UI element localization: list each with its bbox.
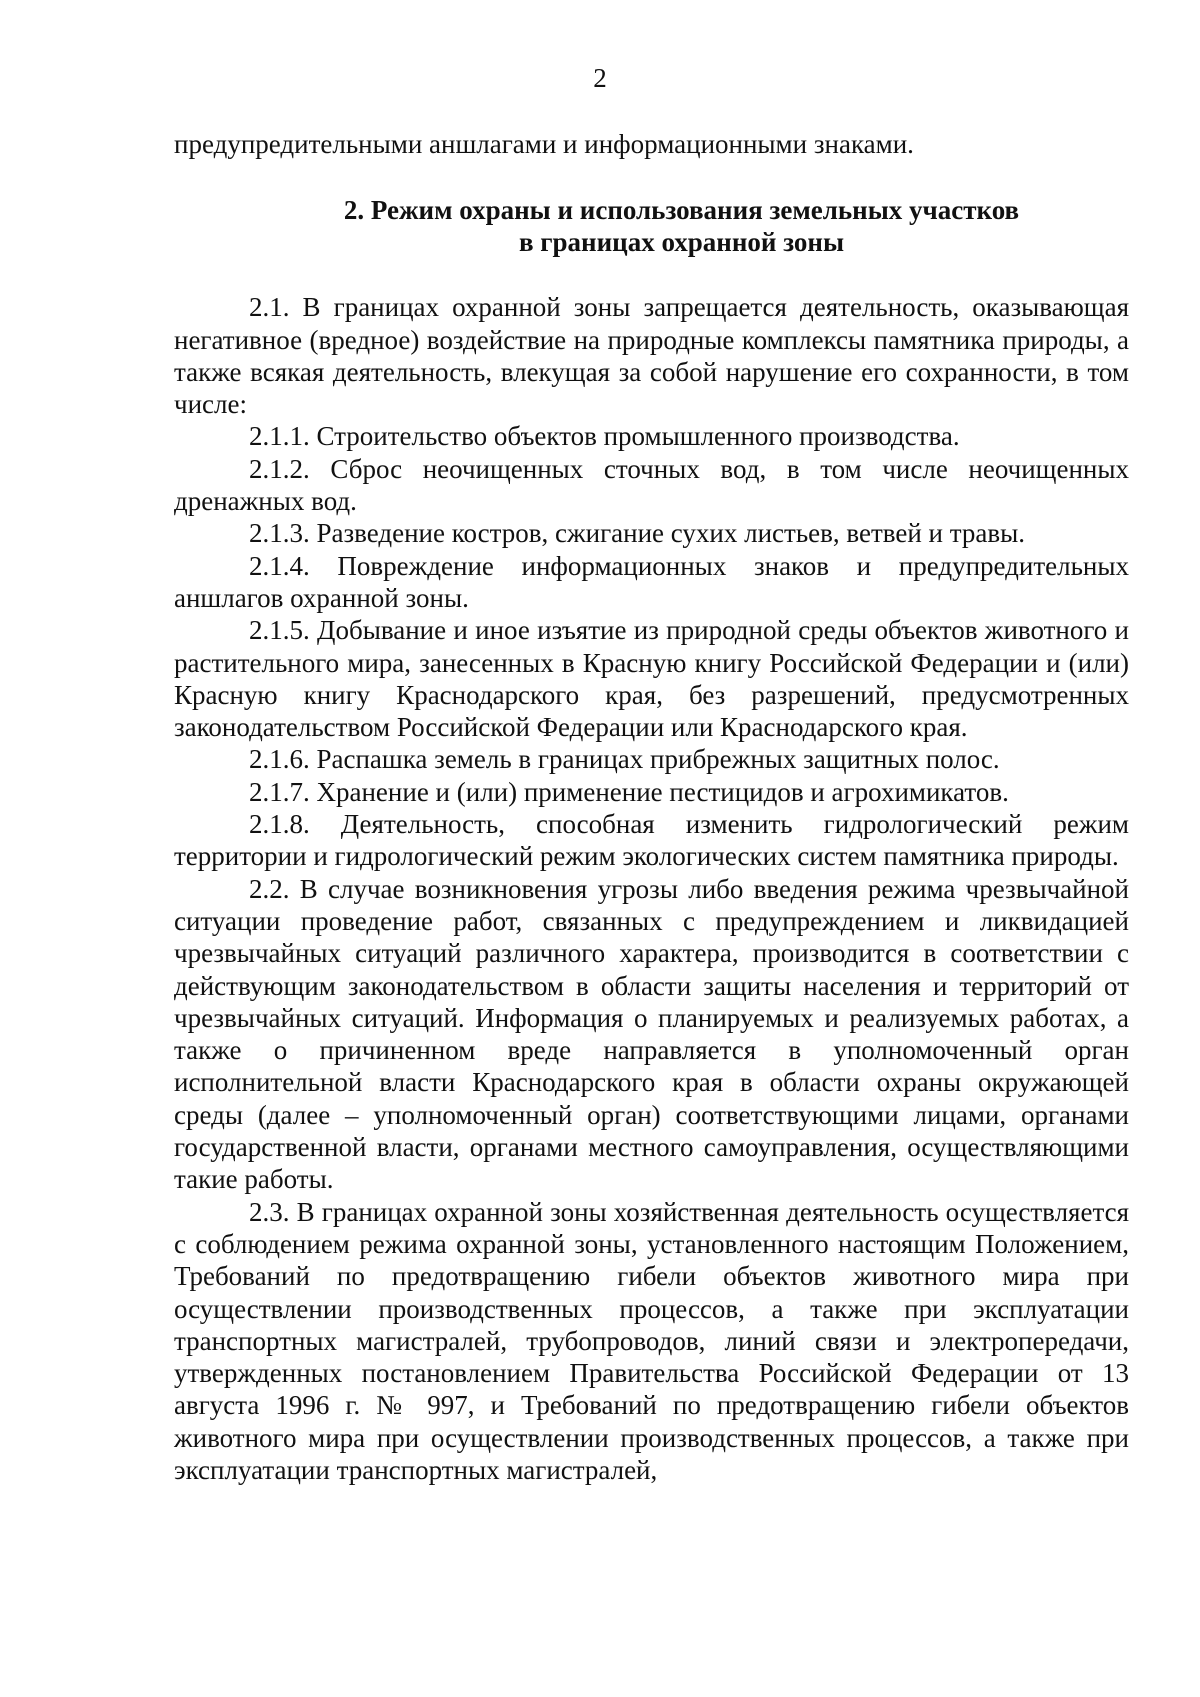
paragraph-2-1-2: 2.1.2. Сброс неочищенных сточных вод, в том числе неочищенных дренажных вод. — [174, 453, 1129, 517]
paragraph-2-1-7: 2.1.7. Хранение и (или) применение пестицидов и агрохимикатов. — [249, 776, 1009, 807]
paragraph-2-1: 2.1. В границах охранной зоны запрещается деятельность, оказывающая негативное (вредное) воздействие на природные комплексы памятника природы, а также всякая деятельность, влекущая за собой нарушение его сохранности, в том числе: — [174, 292, 1129, 420]
paragraph-2-1-6: 2.1.6. Распашка земель в границах прибрежных защитных полос. — [249, 744, 1000, 775]
page-number: 2 — [593, 63, 607, 93]
paragraph-2-1-3: 2.1.3. Разведение костров, сжигание сухих листьев, ветвей и травы. — [249, 518, 1025, 549]
document-body — [174, 128, 1129, 1486]
paragraph-2-1-4: 2.1.4. Повреждение информационных знаков и предупредительных аншлагов охранной зоны. — [174, 550, 1129, 613]
paragraph-2-1-8: 2.1.8. Деятельность, способная изменить гидрологический режим территории и гидрологический режим экологических систем памятника природы. — [174, 809, 1129, 872]
continuation-text: предупредительными аншлагами и информационными знаками. — [174, 129, 914, 159]
section-heading — [174, 194, 1129, 258]
paragraph-2-1-5: 2.1.5. Добывание и иное изъятие из природной среды объектов животного и растительного мира, занесенных в Красную книгу Российской Федерации и (или) Красную книгу Краснодарского края, без разрешений, предусмотренных законодательством Российской Федерации или Краснодарского края. — [174, 615, 1129, 743]
paragraph-2-1-1: 2.1.1. Строительство объектов промышленного производства. — [249, 421, 960, 452]
section-heading-line-1: 2. Режим охраны и использования земельных участков — [343, 195, 1020, 226]
paragraph-2-3: 2.3. В границах охранной зоны хозяйственная деятельность осуществляется с соблюдением режима охранной зоны, установленного настоящим Положением, Требований по предотвращению гибели объектов животного мира при осуществлении производственных процессов, а также при эксплуатации транспортных магистралей, трубопроводов, линий связи и электропередачи, утвержденных постановлением Правительства Российской Федерации от 13 августа 1996 г. № 997, и Требований по предотвращению гибели объектов животного мира при осуществлении производственных процессов, а также при эксплуатации транспортных магистралей, — [174, 1196, 1129, 1485]
section-heading-line-2: в границах охранной зоны — [518, 227, 845, 258]
heading-spacing — [174, 258, 1129, 291]
paragraph-2-2: 2.2. В случае возникновения угрозы либо введения режима чрезвычайной ситуации проведение работ, связанных с предупреждением и ликвидацией чрезвычайных ситуаций различного характера, производится в соответствии с действующим законодательством в области защиты населения и территорий от чрезвычайных ситуаций. Информация о планируемых и реализуемых работах, а также о причиненном вреде направляется в уполномоченный орган исполнительной власти Краснодарского края в области охраны окружающей среды (далее – уполномоченный орган) соответствующими лицами, органами государственной власти, органами местного самоуправления, осуществляющими такие работы. — [174, 873, 1129, 1195]
